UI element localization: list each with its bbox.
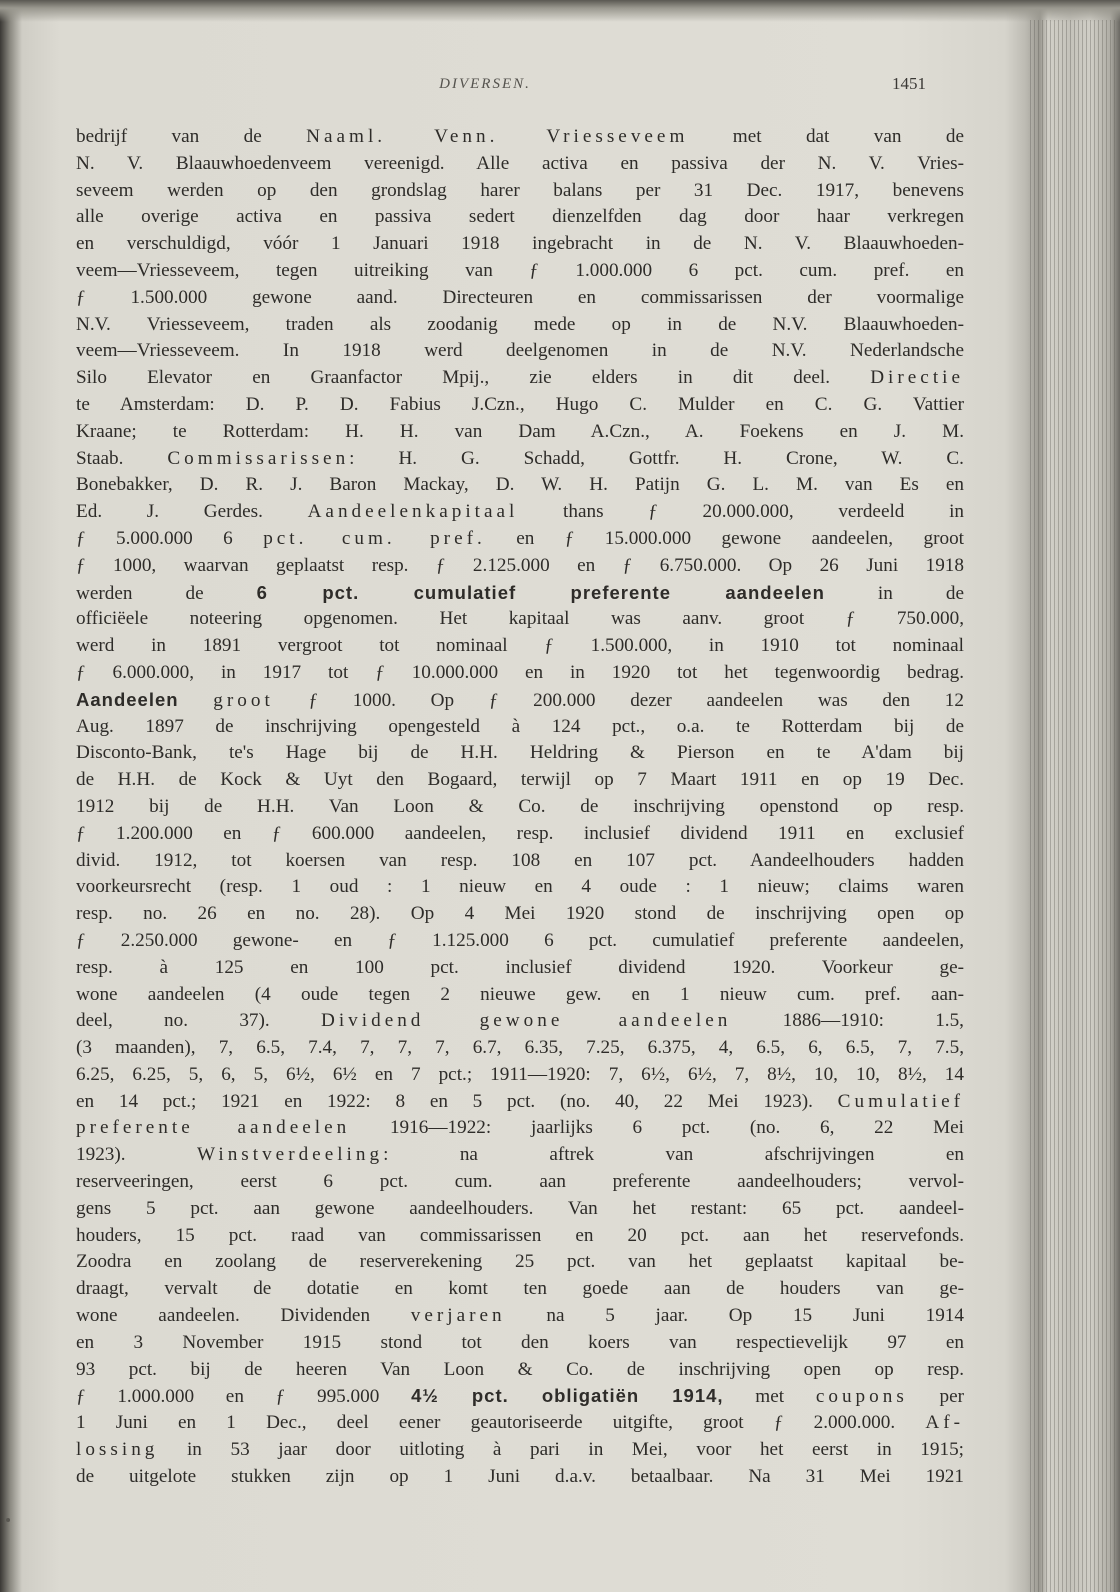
text-line bbox=[76, 1196, 964, 1223]
text-run: ƒ 1.000.000 en ƒ 995.000 bbox=[76, 1386, 412, 1408]
text-run: deel, no. 37). bbox=[76, 1010, 321, 1032]
text-run: reserveeringen, eerst 6 pct. cum. aan preferente aandeelhouders; vervol- bbox=[76, 1171, 964, 1193]
page-header bbox=[50, 60, 926, 100]
text-run: Silo Elevator en Graanfactor Mpij., zie elders in dit deel. bbox=[76, 367, 871, 389]
text-run: voorkeursrecht (resp. 1 oud : 1 nieuw en 4 oude : 1 nieuw; claims waren bbox=[76, 876, 964, 898]
text-run: 6.25, 6.25, 5, 6, 5, 6½, 6½ en 7 pct.; 1911—1920: 7, 6½, 6½, 7, 8½, 10, 10, 8½, 14 bbox=[76, 1063, 964, 1085]
bold-phrase: 4½ pct. obligatiën 1914, bbox=[411, 1385, 724, 1407]
text-line bbox=[76, 446, 964, 473]
text-line bbox=[76, 258, 964, 285]
spaced-phrase: Dividend gewone aandeelen bbox=[320, 1010, 732, 1032]
text-line bbox=[76, 1383, 964, 1410]
text-run: 1923). bbox=[76, 1144, 198, 1166]
text-run: ƒ 1000. Op ƒ 200.000 dezer aandeelen was den 12 bbox=[273, 689, 964, 711]
text-line bbox=[76, 1357, 964, 1384]
text-line bbox=[76, 1062, 964, 1089]
text-line bbox=[76, 1008, 964, 1035]
book-page bbox=[50, 60, 965, 1580]
text-line bbox=[76, 1410, 964, 1437]
text-run: Aug. 1897 de inschrijving opengesteld à 124 pct., o.a. te Rotterdam bij de bbox=[76, 715, 964, 737]
spaced-phrase: Directie bbox=[870, 367, 964, 389]
spaced-phrase: preferente aandeelen bbox=[76, 1117, 351, 1139]
text-run bbox=[179, 690, 214, 711]
text-run: werden de bbox=[76, 582, 257, 604]
bold-phrase: 6 pct. cumulatief preferente aandeelen bbox=[256, 581, 825, 603]
text-run: en 3 November 1915 stond tot den koers van respectievelijk 97 en bbox=[76, 1331, 964, 1353]
running-head: DIVERSEN. bbox=[439, 76, 531, 92]
text-line bbox=[76, 1464, 964, 1491]
text-run: 1916—1922: jaarlijks 6 pct. (no. 6, 22 Mei bbox=[350, 1117, 964, 1139]
text-line bbox=[76, 955, 964, 982]
text-run: officiëele noteering opgenomen. Het kapitaal was aanv. groot ƒ 750.000, bbox=[76, 608, 964, 630]
text-run: : H. G. Schadd, Gottfr. H. Crone, W. C. bbox=[349, 447, 964, 469]
text-run: 93 pct. bij de heeren Van Loon & Co. de inschrijving open op resp. bbox=[76, 1358, 964, 1380]
spaced-phrase: lossing bbox=[76, 1439, 159, 1461]
text-line bbox=[76, 231, 964, 258]
text-run: 1 Juni en 1 Dec., deel eener geautoriseerde uitgifte, groot ƒ 2.000.000. bbox=[76, 1412, 926, 1434]
text-run: in de bbox=[824, 582, 964, 604]
text-run: te Amsterdam: D. P. D. Fabius J.Czn., Hugo C. Mulder en C. G. Vattier bbox=[76, 393, 964, 415]
text-line bbox=[76, 553, 964, 580]
text-line bbox=[76, 1169, 964, 1196]
text-run: veem—Vriesseveem, tegen uitreiking van ƒ 1.000.000 6 pct. cum. pref. en bbox=[76, 259, 964, 281]
spaced-phrase: Winstverdeeling bbox=[197, 1144, 384, 1166]
text-run: resp. no. 26 en no. 28). Op 4 Mei 1920 stond de inschrijving open op bbox=[76, 903, 964, 925]
text-run: thans ƒ 20.000.000, verdeeld in bbox=[518, 501, 964, 523]
text-run: met bbox=[723, 1386, 816, 1408]
text-line bbox=[76, 1223, 964, 1250]
text-run: en ƒ 15.000.000 gewone aandeelen, groot bbox=[485, 527, 964, 549]
text-run: de H.H. de Kock & Uyt den Bogaard, terwijl op 7 Maart 1911 en op 19 Dec. bbox=[76, 769, 964, 791]
text-run: Kraane; te Rotterdam: H. H. van Dam A.Czn., A. Foekens en J. M. bbox=[76, 420, 964, 442]
text-line bbox=[76, 633, 964, 660]
text-line bbox=[76, 1035, 964, 1062]
text-run: in 53 jaar door uitloting à pari in Mei, voor het eerst in 1915; bbox=[158, 1439, 964, 1461]
text-line bbox=[76, 338, 964, 365]
spaced-phrase: Aandeelenkapitaal bbox=[307, 501, 519, 523]
text-run: ƒ 2.250.000 gewone- en ƒ 1.125.000 6 pct. cumulatief preferente aandeelen, bbox=[76, 929, 964, 951]
text-run: wone aandeelen. Dividenden bbox=[76, 1305, 411, 1327]
spaced-phrase: Commissarissen bbox=[167, 447, 350, 469]
text-line bbox=[76, 901, 964, 928]
text-run: Disconto-Bank, te's Hage bij de H.H. Heldring & Pierson en te A'dam bij bbox=[76, 742, 964, 764]
text-line bbox=[76, 606, 964, 633]
text-run: bedrijf van de bbox=[76, 126, 307, 147]
text-line bbox=[76, 499, 964, 526]
text-line bbox=[76, 1115, 964, 1142]
bold-phrase: Aandeelen bbox=[76, 688, 179, 710]
page-number: 1451 bbox=[892, 74, 926, 93]
text-run: alle overige activa en passiva sedert dienzelfden dag door haar verkregen bbox=[76, 206, 964, 228]
text-run: N. V. Blaauwhoedenveem vereenigd. Alle activa en passiva der N. V. Vries- bbox=[76, 152, 964, 174]
text-run: en 14 pct.; 1921 en 1922: 8 en 5 pct. (no. 40, 22 Mei 1923). bbox=[76, 1090, 838, 1112]
text-run: Ed. J. Gerdes. bbox=[76, 501, 308, 523]
text-run: : na aftrek van afschrijvingen en bbox=[383, 1144, 965, 1166]
text-line bbox=[76, 151, 964, 178]
margin-speck bbox=[6, 1518, 10, 1522]
text-run: draagt, vervalt de dotatie en komt ten goede aan de houders van ge- bbox=[76, 1278, 964, 1300]
spaced-phrase: pct. cum. pref. bbox=[263, 527, 486, 549]
text-line bbox=[76, 874, 964, 901]
text-run: divid. 1912, tot koersen van resp. 108 en 107 pct. Aandeelhouders hadden bbox=[76, 849, 964, 871]
text-run: ƒ 1000, waarvan geplaatst resp. ƒ 2.125.000 en ƒ 6.750.000. Op 26 Juni 1918 bbox=[76, 554, 964, 576]
text-line bbox=[76, 285, 964, 312]
text-run: ƒ 6.000.000, in 1917 tot ƒ 10.000.000 en in 1920 tot het tegenwoordig bedrag. bbox=[76, 661, 964, 683]
text-line bbox=[76, 1330, 964, 1357]
text-run: ƒ 1.200.000 en ƒ 600.000 aandeelen, resp. inclusief dividend 1911 en exclusief bbox=[76, 822, 964, 844]
text-line bbox=[76, 1437, 964, 1464]
text-run: met dat van de bbox=[688, 126, 964, 147]
text-run: Zoodra en zoolang de reserverekening 25 pct. van het geplaatst kapitaal be- bbox=[76, 1251, 964, 1273]
text-line bbox=[76, 526, 964, 553]
text-run: ƒ 5.000.000 6 bbox=[76, 527, 264, 549]
text-run: na 5 jaar. Op 15 Juni 1914 bbox=[505, 1305, 964, 1327]
text-line bbox=[76, 1303, 964, 1330]
text-line bbox=[76, 848, 964, 875]
text-run: de uitgelote stukken zijn op 1 Juni d.a.v. betaalbaar. Na 31 Mei 1921 bbox=[76, 1465, 964, 1487]
text-line bbox=[76, 1142, 964, 1169]
text-line bbox=[76, 312, 964, 339]
text-run: 1886—1910: 1.5, bbox=[731, 1010, 964, 1032]
book-page-edges bbox=[1030, 20, 1116, 1592]
text-line bbox=[76, 392, 964, 419]
text-run: N.V. Vriesseveem, traden als zoodanig mede op in de N.V. Blaauwhoeden- bbox=[76, 313, 964, 335]
text-line bbox=[76, 767, 964, 794]
text-line bbox=[76, 714, 964, 741]
text-line bbox=[76, 1249, 964, 1276]
text-line bbox=[76, 1276, 964, 1303]
text-run: Bonebakker, D. R. J. Baron Mackay, D. W. H. Patijn G. L. M. van Es en bbox=[76, 474, 964, 496]
spaced-phrase: Naaml. Venn. Vriesseveem bbox=[306, 126, 689, 147]
text-run: (3 maanden), 7, 6.5, 7.4, 7, 7, 7, 6.7, 6.35, 7.25, 6.375, 4, 6.5, 6, 6.5, 7, 7.5, bbox=[76, 1037, 964, 1059]
text-run: wone aandeelen (4 oude tegen 2 nieuwe gew. en 1 nieuw cum. pref. aan- bbox=[76, 983, 964, 1005]
spaced-phrase: Cumulatief bbox=[837, 1090, 964, 1112]
spaced-phrase: verjaren bbox=[410, 1305, 506, 1327]
text-line bbox=[76, 687, 964, 714]
spaced-phrase: groot bbox=[213, 689, 274, 711]
text-line bbox=[76, 1089, 964, 1116]
text-run: 1912 bij de H.H. Van Loon & Co. de inschrijving openstond op resp. bbox=[76, 795, 964, 817]
text-line bbox=[76, 928, 964, 955]
text-line bbox=[76, 580, 964, 607]
text-run: per bbox=[907, 1386, 965, 1408]
text-run: veem—Vriesseveem. In 1918 werd deelgenomen in de N.V. Nederlandsche bbox=[76, 340, 964, 362]
text-line bbox=[76, 204, 964, 231]
text-line bbox=[76, 419, 964, 446]
text-run: werd in 1891 vergroot tot nominaal ƒ 1.500.000, in 1910 tot nominaal bbox=[76, 635, 964, 657]
text-run: houders, 15 pct. raad van commissarissen en 20 pct. aan het reservefonds. bbox=[76, 1224, 964, 1246]
text-line bbox=[76, 794, 964, 821]
top-shadow bbox=[0, 0, 1120, 22]
text-line bbox=[76, 660, 964, 687]
text-run: gens 5 pct. aan gewone aandeelhouders. Van het restant: 65 pct. aandeel- bbox=[76, 1197, 964, 1219]
text-run: seveem werden op den grondslag harer balans per 31 Dec. 1917, benevens bbox=[76, 179, 964, 201]
text-line bbox=[76, 740, 964, 767]
text-line bbox=[76, 472, 964, 499]
text-line bbox=[76, 982, 964, 1009]
text-run: ƒ 1.500.000 gewone aand. Directeuren en commissarissen der voormalige bbox=[76, 286, 964, 308]
text-line bbox=[76, 124, 964, 151]
text-line bbox=[76, 365, 964, 392]
text-run: en verschuldigd, vóór 1 Januari 1918 ingebracht in de N. V. Blaauwhoeden- bbox=[76, 233, 964, 255]
body-text bbox=[76, 124, 964, 1491]
spaced-phrase: Af- bbox=[925, 1412, 964, 1434]
spaced-phrase: coupons bbox=[815, 1386, 908, 1408]
text-run: resp. à 125 en 100 pct. inclusief dividend 1920. Voorkeur ge- bbox=[76, 956, 964, 978]
text-run: Staab. bbox=[76, 447, 168, 469]
text-line bbox=[76, 178, 964, 205]
text-line bbox=[76, 821, 964, 848]
